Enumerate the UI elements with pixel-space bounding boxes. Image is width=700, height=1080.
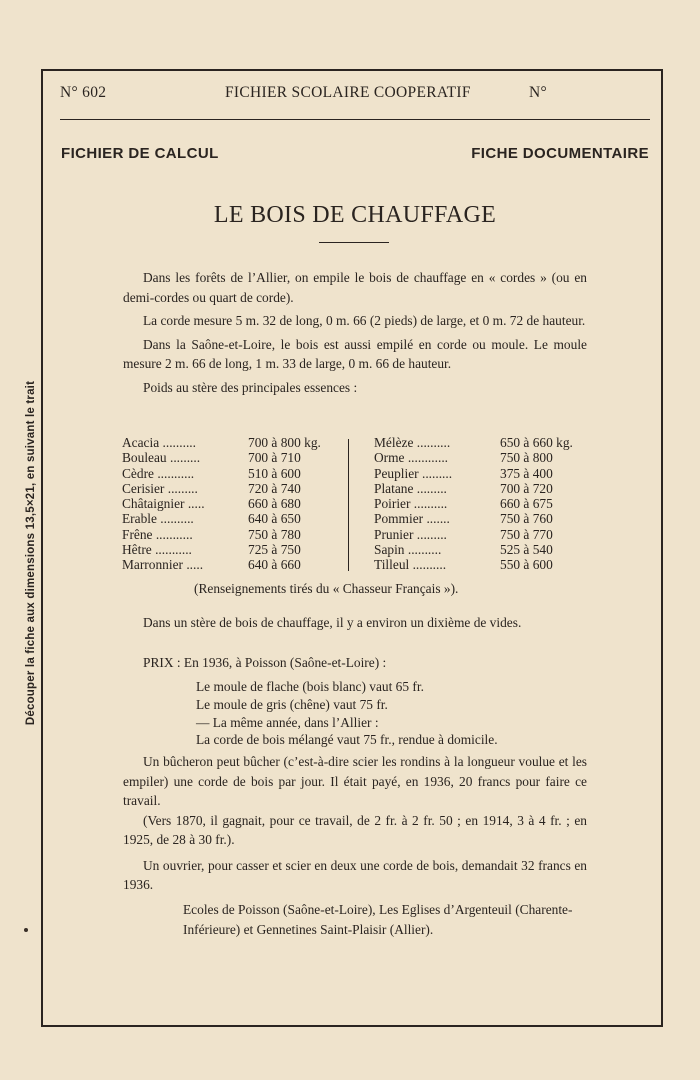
table-row: Marronnier ..... 640 à 660	[122, 557, 301, 573]
header-title: FICHIER SCOLAIRE COOPERATIF	[225, 84, 471, 101]
table-divider	[348, 439, 349, 571]
sheet-number: N° 602	[60, 84, 107, 101]
category-left: FICHIER DE CALCUL	[61, 145, 219, 162]
paragraph: Dans la Saône-et-Loire, le bois est aussi empilé en corde ou moule. Le moule mesure 2 m. 66 de long, 1 m. 33 de large, 0 m. 66 de hauteur.	[123, 336, 587, 371]
paragraph: Dans un stère de bois de chauffage, il y a environ un dixième de vides.	[143, 615, 522, 630]
paragraph: Poids au stère des principales essences :	[143, 379, 358, 395]
category-right: FICHE DOCUMENTAIRE	[471, 145, 649, 162]
table-row: Acacia .......... 700 à 800 kg.	[122, 435, 321, 450]
table-row: Pommier ....... 750 à 760	[374, 511, 553, 527]
table-column-right	[374, 435, 592, 573]
table-row: Tilleul .......... 550 à 600	[374, 557, 553, 573]
price-line: Le moule de flache (bois blanc) vaut 65 fr.	[196, 679, 424, 694]
page-title: LE BOIS DE CHAUFFAGE	[213, 202, 497, 228]
price-heading: PRIX : En 1936, à Poisson (Saône-et-Loire) :	[143, 655, 387, 670]
table-row: Poirier .......... 660 à 675	[374, 496, 553, 512]
sheet-number-blank: N°	[529, 84, 547, 101]
price-line: Le moule de gris (chêne) vaut 75 fr.	[196, 697, 388, 712]
table-row: Sapin .......... 525 à 540	[374, 542, 553, 558]
table-column-left	[122, 435, 344, 573]
table-row: Cerisier ......... 720 à 740	[122, 480, 301, 496]
table-row: Hêtre ........... 725 à 750	[122, 542, 301, 558]
table-row: Prunier ......... 750 à 770	[374, 526, 553, 542]
table-row: Châtaignier ..... 660 à 680	[122, 496, 301, 512]
labor-text	[123, 752, 587, 895]
paragraph: Un bûcheron peut bûcher (c’est-à-dire scier les rondins à la longueur voulue et les empiler) une corde de bois par jour. Il était payé, en 1936, 20 francs pour faire ce travail.	[123, 754, 587, 808]
signature: Ecoles de Poisson (Saône-et-Loire), Les Eglises d’Argenteuil (Charente-Inférieure) et Gennetines Saint-Plaisir (Allier).	[183, 902, 573, 937]
paragraph: (Vers 1870, il gagnait, pour ce travail, de 2 fr. à 2 fr. 50 ; en 1914, 3 à 4 fr. ; en 1925, de 28 à 30 fr.).	[123, 812, 587, 847]
header	[60, 84, 650, 106]
table-row: Erable .......... 640 à 650	[122, 511, 301, 527]
price-line: — La même année, dans l’Allier :	[196, 715, 379, 730]
header-rule	[60, 119, 650, 120]
source-note: (Renseignements tirés du « Chasseur Français »).	[194, 581, 459, 596]
table-row: Bouleau ......... 700 à 710	[122, 450, 301, 466]
table-row: Frêne ........... 750 à 780	[122, 526, 301, 542]
table-row: Platane ......... 700 à 720	[374, 480, 553, 496]
paragraph: La corde mesure 5 m. 32 de long, 0 m. 66 (2 pieds) de large, et 0 m. 72 de hauteur.	[143, 313, 586, 328]
intro-text	[123, 268, 587, 397]
title-rule	[319, 242, 389, 243]
punch-dot	[24, 928, 28, 932]
table-row: Peuplier ......... 375 à 400	[374, 465, 553, 481]
table-row: Cèdre ........... 510 à 600	[122, 465, 301, 481]
paragraph: Un ouvrier, pour casser et scier en deux une corde de bois, demandait 32 francs en 1936.	[123, 857, 587, 892]
table-row: Mélèze .......... 650 à 660 kg.	[374, 435, 573, 450]
paragraph: Dans les forêts de l’Allier, on empile le bois de chauffage en « cordes » (ou en demi-cordes ou quart de corde).	[123, 270, 587, 305]
price-line: La corde de bois mélangé vaut 75 fr., rendue à domicile.	[196, 732, 498, 747]
table-row: Orme ............ 750 à 800	[374, 450, 553, 466]
cut-instruction: Découper la fiche aux dimensions 13,5×21, en suivant le trait	[25, 380, 37, 726]
